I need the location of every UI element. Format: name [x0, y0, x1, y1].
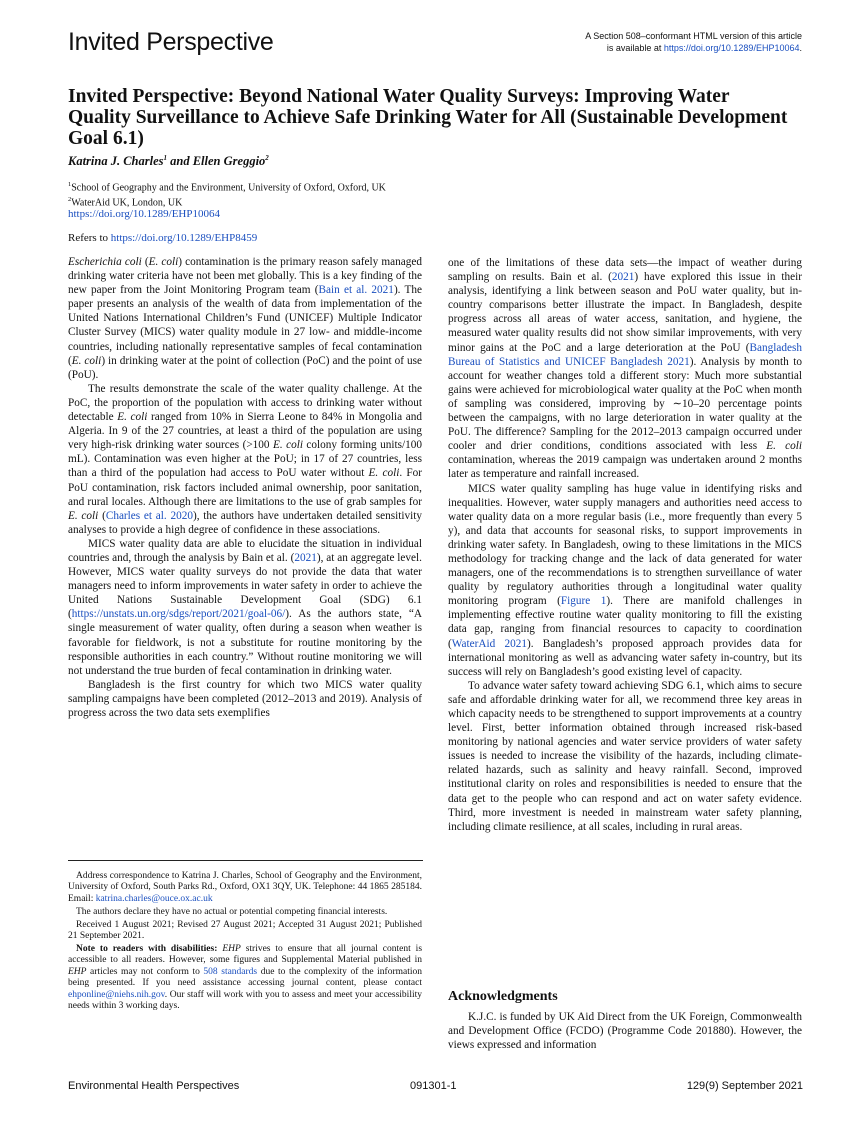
text: . For PoU contamination, risk factors included animal ownership, poor sanitation, and rural locales. Although there are limitations to the use of grab samples for: [68, 467, 422, 508]
italic-text: E. coli: [117, 411, 148, 424]
italic-text: E. coli: [368, 467, 400, 480]
affiliation-1: [68, 179, 386, 194]
figure-link[interactable]: Figure 1: [560, 595, 607, 608]
paragraph: To advance water safety toward achieving SDG 6.1, which aims to secure safe and affordable drinking water for all, we recommend three key areas in which capacity needs to be strengthened to support improvements at a country level. First, better information obtained through increased risk-based monitoring by national agencies and water service providers of water safety issues is needed to increase the visibility of the hazards, including climate-related hazards, such as salinity and heavy rainfall. Second, improved institutional clarity on roles and responsibilities is needed to ensure that the data get to the people who can respond and act on water safety evidence. Third, more investment is needed in mainstream water safety planning, including climate resilience, at all scales, including in rural areas.: [448, 679, 802, 833]
citation-link[interactable]: Charles et al. 2020: [105, 509, 193, 522]
citation-link[interactable]: Bangladesh Bureau of Statistics and UNICEF Bangladesh 2021: [448, 341, 802, 368]
paragraph: [68, 537, 422, 678]
bold-label: Note to readers with disabilities:: [76, 943, 218, 954]
acknowledgments-text: K.J.C. is funded by UK Aid Direct from the UK Foreign, Commonwealth and Development Office (FCDO) (Programme Code 201880). However, the views expressed and information: [448, 1011, 802, 1052]
text: contamination, whereas the 2019 campaign was undertaken around 2 months later as temperature and rainfall increased.: [448, 454, 802, 481]
correspondence-note: [68, 871, 422, 905]
text: MICS water quality data are able to elucidate the situation in individual countries and, through the analysis by Bain et al. (: [68, 537, 422, 564]
author-2: Ellen Greggio: [192, 154, 266, 169]
footer-journal: Environmental Health Perspectives: [68, 1080, 240, 1092]
notice-prefix: is available at: [606, 43, 664, 53]
italic-text: E. coli: [148, 256, 179, 268]
url-link[interactable]: https://unstats.un.org/sdgs/report/2021/goal-06/: [71, 608, 286, 621]
text: (: [98, 509, 106, 522]
text: ). There are manifold challenges in implementing effective routine water quality monitoring to fill the existing data gap, ranging from financial resources to capacity to coordination (: [448, 595, 803, 650]
italic-text: EHP: [222, 943, 241, 954]
affiliations: [68, 179, 386, 210]
affiliation-1-text: School of Geography and the Environment, University of Oxford, Oxford, UK: [71, 182, 386, 194]
text: ranged from 10% in Sierra Leone to 84% in Mongolia and Algeria. In 9 of the 27 countries, at least a third of the population are using very high-risk drinking water sources (>100: [68, 411, 422, 452]
author-1: Katrina J. Charles: [68, 154, 164, 169]
footnotes: [68, 871, 422, 1014]
acknowledgments-heading: Acknowledgments: [448, 989, 558, 1004]
refers-to: [68, 232, 257, 244]
italic-text: E. coli: [71, 354, 102, 367]
text: due to the complexity of the information being presented. If you need assistance accessing journal content, please contact: [68, 966, 422, 989]
email-link[interactable]: katrina.charles@ouce.ox.ac.uk: [95, 893, 213, 904]
author-and: and: [167, 154, 193, 169]
text: strives to ensure that all journal content is accessible to all readers. However, some figures and Supplemental Material published in: [68, 943, 423, 966]
refers-doi-link[interactable]: https://doi.org/10.1289/EHP8459: [110, 232, 258, 244]
text: ). As the authors state, “A single measurement of water quality, often during a season when weather is favorable for fieldwork, is not a substitute for routine monitoring by the responsible authorities in each country.” Without routine monitoring we will not understand the true burden of fecal contamination in drinking water.: [68, 608, 422, 677]
author-line: [68, 154, 269, 169]
italic-text: E. coli: [766, 440, 802, 453]
contact-email-link[interactable]: ehponline@niehs.nih.gov: [68, 989, 165, 1000]
italic-text: E. coli: [68, 509, 99, 522]
text: ). Bangladesh’s proposed approach provides data for international monitoring as well as advancing water safety in-country, but its success will rely on Bangladesh’s good existing level of capacity.: [448, 637, 803, 678]
refers-prefix: Refers to: [68, 232, 111, 244]
competing-interests-note: The authors declare they have no actual or potential competing financial interests.: [76, 906, 388, 917]
text: (: [141, 256, 149, 268]
article-doi: [68, 208, 220, 220]
html-version-notice: [585, 30, 802, 54]
text: ). Analysis by month to account for weather changes told a different story: Much more substantial gains were achieved for microbiological water quality at the PoC when month of sampling was considered, improving by ∼10–20 percentage points between the campaigns, with no large deterioration in water quality at the PoU. The difference? Sampling for the 2012–2013 campaign occurred under cooler and drier conditions, conditions associated with less: [448, 355, 802, 453]
text: MICS water quality sampling has huge value in identifying risks and inequalities. However, water supply managers and authorities need access to water quality data on a more regular basis (i.e., more frequently than every 5 y), and data that accounts for seasonal risks, to support improvements in drinking water safety. In Bangladesh, owing to these limitations in the MICS methodology for tracking change and the lack of data generated for water managers, one of the recommendations is to strengthen surveillance of water quality by regulatory authorities through a longitudinal water quality monitoring program (: [448, 482, 802, 608]
affiliation-1-sup: 1: [68, 181, 72, 188]
text: ). The paper presents an analysis of the wealth of data from implementation of the United Nations International Children’s Fund (UNICEF) Multiple Indicator Cluster Survey (MICS) water quality module in 27 low- and middle-income countries, including nationally representative samples of fecal contamination (: [68, 284, 422, 367]
standards-link[interactable]: 508 standards: [203, 966, 258, 977]
footer-page-id: 091301-1: [410, 1080, 457, 1092]
text: articles may not conform to: [86, 966, 204, 977]
paragraph: [448, 482, 802, 679]
citation-link[interactable]: Bain et al. 2021: [318, 284, 394, 297]
citation-link[interactable]: 2021: [611, 271, 635, 284]
text: ) have explored this issue in their analysis, identifying a link between season and PoU water quality, but in-country comparisons better illustrate the impact. In Bangladesh, despite progress across all areas of water access, sanitation, and hygiene, the measured water quality results did not show similar improvements, with very minor gains at the PoC and a large deterioration at the PoU (: [448, 271, 803, 354]
text: The results demonstrate the scale of the water quality challenge. At the PoC, the proportion of the population with access to drinking water without detectable: [68, 382, 422, 424]
body-column-left: [68, 255, 422, 720]
author-1-sup: 1: [163, 154, 168, 162]
dates-note: Received 1 August 2021; Revised 27 August 2021; Accepted 31 August 2021; Published 21 September 2021.: [68, 919, 422, 942]
italic-text: EHP: [68, 966, 87, 977]
paragraph: Bangladesh is the first country for which two MICS water quality sampling campaigns have been completed (2012–2013 and 2019). Analysis of progress across the two data sets exemplifies: [68, 678, 422, 719]
article-title: Invited Perspective: Beyond National Water Quality Surveys: Improving Water Quality Surveillance to Achieve Safe Drinking Water for All (Sustainable Development Goal 6.1): [68, 86, 788, 149]
citation-link[interactable]: WaterAid 2021: [451, 637, 527, 650]
notice-line-1: A Section 508–conformant HTML version of this article: [585, 31, 802, 41]
text: colony forming units/100 mL). Contamination was even higher at the PoU; in 17 of 27 countries, less than a third of the population had access to PoU water without: [68, 439, 422, 480]
author-2-sup: 2: [265, 154, 269, 162]
text: one of the limitations of these data sets—the impact of weather during sampling on results. Bain et al. (: [448, 257, 802, 284]
section-label: Invited Perspective: [68, 28, 274, 56]
text: ) contamination is the primary reason safely managed drinking water criteria have not been met globally. This is a key finding of the new paper from the Joint Monitoring Program team (: [68, 256, 422, 297]
italic-text: E. coli: [272, 439, 303, 452]
article-doi-link[interactable]: https://doi.org/10.1289/EHP10064: [68, 208, 220, 220]
footnote-divider: [68, 860, 423, 861]
paragraph: [68, 382, 422, 537]
paragraph: [448, 256, 802, 482]
affiliation-2-text: WaterAid UK, London, UK: [71, 197, 183, 209]
notice-suffix: .: [799, 43, 802, 53]
text: ) in drinking water at the point of collection (PoC) and the point of use (PoU).: [68, 354, 422, 381]
footer-issue: 129(9) September 2021: [686, 1080, 803, 1092]
text: . Our staff will work with you to assess and meet your accessibility needs within 3 working days.: [68, 989, 422, 1011]
italic-text: Escherichia coli: [68, 256, 142, 268]
notice-doi-link[interactable]: https://doi.org/10.1289/EHP10064: [663, 43, 800, 53]
paragraph: [68, 255, 422, 382]
text: Address correspondence to Katrina J. Charles, School of Geography and the Environment, University of Oxford, South Parks Rd., Oxford, OX1 3QY, UK. Telephone: 44 1865 285184. Email:: [68, 871, 422, 904]
text: ), the authors have undertaken detailed sensitivity analyses to provide a high degree of confidence in these associations.: [68, 509, 422, 536]
notice-line-2: [585, 42, 802, 54]
acknowledgments-body: [448, 1010, 802, 1052]
disabilities-note: [68, 944, 422, 1012]
citation-link[interactable]: 2021: [294, 551, 317, 564]
body-column-right: [448, 256, 802, 834]
text: ), at an aggregate level. However, MICS water quality surveys do not provide the data that water managers need to inform improvements in water safety in order to achieve the United Nations Sustainable Development Goal (SDG) 6.1 (: [68, 551, 422, 621]
affiliation-2-sup: 2: [68, 196, 72, 204]
